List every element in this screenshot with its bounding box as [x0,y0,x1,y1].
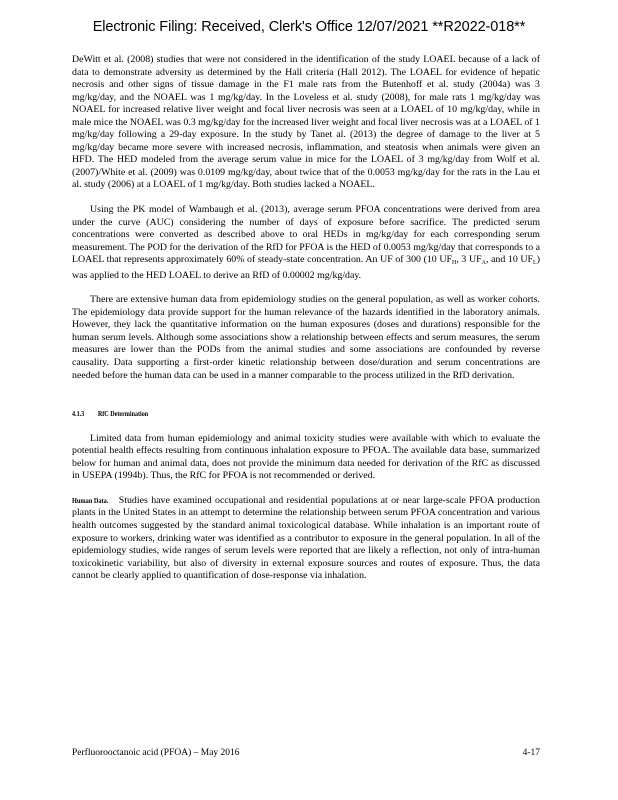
section-number: 4.1.3 [72,410,85,419]
footer-document-title: Perfluorooctanoic acid (PFOA) – May 2016 [72,748,240,758]
section-title: RfC Determination [97,410,149,419]
uf-subscript-h: H [452,260,457,267]
document-body [72,54,540,583]
uf-subscript-a: A [481,260,486,267]
filing-banner: Electronic Filing: Received, Clerk's Office 12/07/2021 **R2022-018** [92,19,526,35]
paragraph-human-data [72,495,540,583]
paragraph-text: Studies have examined occupational and residential populations at or near large-scale PFOA production plants in the United States in an attempt to determine the relationship between serum PFOA concentration and various health outcomes suggested by the standard animal toxicological database. While inhalation is an important route of exposure to workers, drinking water was identified as a contributor to exposure in the general population. In all of the epidemiology studies, wide ranges of serum levels were reported that are likely a reflection, not only of intra-human toxicokinetic variability, but also of diversity in external exposure sources and routes of exposure. Thus, the data cannot be clearly applied to quantification of dose-response via inhalation. [72,494,540,582]
paragraph: DeWitt et al. (2008) studies that were not considered in the identification of the study LOAEL because of a lack of data to demonstrate adversity as determined by the Hall criteria (Hall 2012). The LOAEL for evidence of hepatic necrosis and other signs of tissue damage in the F1 male rats from the Butenhoff et al. study (2004a) was 3 mg/kg/day, and the NOAEL was 1 mg/kg/day. In the Loveless et al. study (2008), for male rats 1 mg/kg/day was NOAEL for increased relative liver weight and focal liver necrosis was seen at a LOAEL of 10 mg/kg/day, while in male mice the NOAEL was 0.3 mg/kg/day for the increased liver weight and focal liver necrosis was at a LOAEL of 1 mg/kg/day following a 29-day exposure. In the study by Tanet al. (2013) the degree of damage to the liver at 5 mg/kg/day became more severe with increased necrosis, inflammation, and steatosis when animals were given an HFD. The HED modeled from the average serum value in mice for the LOAEL of 3 mg/kg/day from Wolf et al. (2007)/White et al. (2009) was 0.0109 mg/kg/day, about twice that of the 0.0053 mg/kg/day for the rats in the Lau et al. study (2006) at a LOAEL of 1 mg/kg/day. Both studies lacked a NOAEL. [72,54,540,191]
paragraph-rfd-derivation [72,204,540,282]
paragraph-text: Using the PK model of Wambaugh et al. (2013), average serum PFOA concentrations were derived from area under the curve (AUC) considering the number of days of exposure before sacrifice. The predicted serum concentrations were converted as described above to oral HEDs in mg/kg/day for each corresponding serum measurement. The POD for the derivation of the RfD for PFOA is the HED of 0.0053 mg/kg/day that corresponds to a LOAEL that represents approximately 60% of steady-state concentration. An UF of 300 (10 UF [72,204,540,266]
paragraph: There are extensive human data from epidemiology studies on the general population, as well as worker cohorts. The epidemiology data provide support for the human relevance of the hazards identified in the laboratory animals. However, they lack the quantitative information on the human exposures (doses and durations) responsible for the human serum levels. Although some associations show a relationship between effects and serum measures, the serum measures are lower than the PODs from the animal studies and some associations are confounded by reverse causality. Data supporting a first-order kinetic relationship between dose/duration and serum concentrations are needed before the human data can be used in a manner comparable to the process utilized in the RfD derivation. [72,294,540,381]
section-heading [72,408,470,421]
paragraph: Limited data from human epidemiology and animal toxicity studies were available with which to evaluate the potential health effects resulting from continuous inhalation exposure to PFOA. The available data base, summarized below for human and animal data, does not provide the minimum data needed for derivation of the RfC as discussed in USEPA (1994b). Thus, the RfC for PFOA is not recommended or derived. [72,432,540,482]
uf-subscript-l: L [533,260,537,267]
paragraph-text: , and 10 UF [485,254,534,266]
paragraph-text: , 3 UF [456,254,482,266]
run-in-heading: Human Data. [72,495,109,505]
page-number: 4-17 [522,748,540,758]
paragraph-text: ) was applied to the HED LOAEL to derive an RfD of 0.00002 mg/kg/day. [72,254,540,281]
